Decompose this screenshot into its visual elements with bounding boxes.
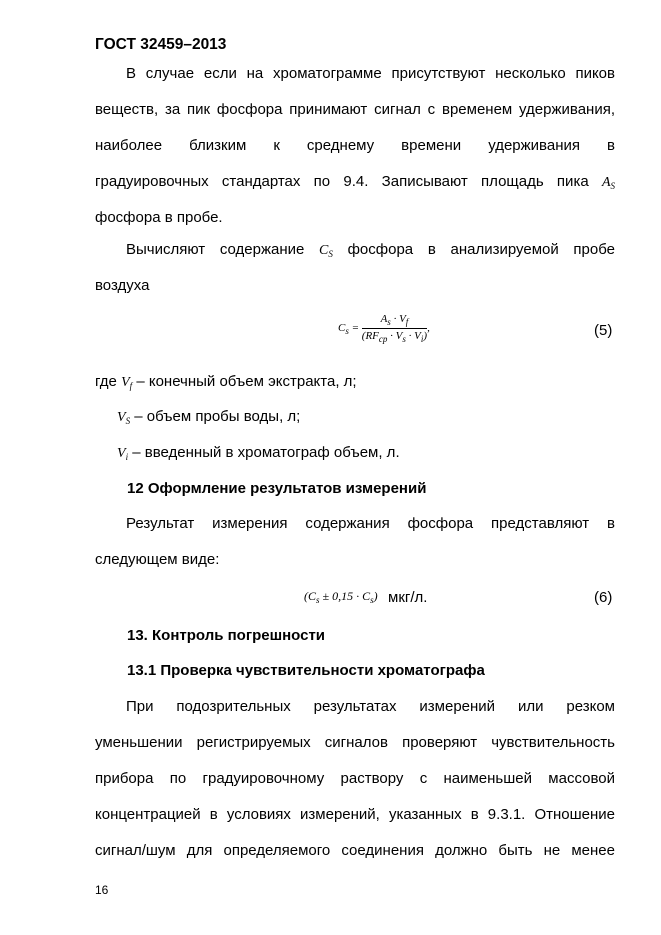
paragraph-calc: Вычисляют содержание $C_S$ фосфора в анализируемой пробе воздуха bbox=[95, 241, 616, 294]
formula-5: $C_s$ = $\frac{A_s \cdot V_f}{(RF_{cp} \cdot V_s \cdot V_i)}$ , bbox=[338, 313, 430, 344]
equation-number-6: (6) bbox=[594, 589, 613, 606]
definition-vs: $V_S$ – объем пробы воды, л; bbox=[117, 408, 301, 426]
symbol-area: $A_S$ bbox=[601, 175, 616, 191]
paragraph-line: В случае если на хроматограмме присутствуют несколько пиков bbox=[126, 65, 615, 82]
paragraph-line: фосфора в пробе. bbox=[95, 209, 223, 226]
paragraph-line: веществ, за пик фосфора принимают сигнал с временем удерживания, bbox=[95, 101, 615, 118]
formula-6: $(C_s \pm 0,15 \cdot C_s)$ bbox=[304, 589, 378, 605]
paragraph-line: наиболее близким к среднему времени удерживания в bbox=[95, 137, 615, 154]
equation-number-5: (5) bbox=[594, 322, 613, 339]
document-header: ГОСТ 32459–2013 bbox=[95, 36, 227, 53]
formula-fraction: $\frac{A_s \cdot V_f}{(RF_{cp} \cdot V_s \cdot V_i)}$ bbox=[361, 313, 428, 344]
paragraph-sensitivity: При подозрительных результатах измерений или резком уменьшении регистрируемых сигналов проверяют чувствительность прибора по градуировочному раствору с наименьшей массовой концентрацией в условиях измерений, указанных в 9.3.1. Отношение сигнал/шум для определяемого соединения должно быть не менее bbox=[95, 698, 615, 859]
formula-6-unit: мкг/л. bbox=[388, 589, 428, 606]
section-heading-13-1: 13.1 Проверка чувствительности хроматографа bbox=[127, 662, 485, 679]
symbol-content: $C_S$ bbox=[319, 243, 333, 259]
section-heading-13: 13. Контроль погрешности bbox=[127, 627, 326, 644]
paragraph-result: Результат измерения содержания фосфора представляют в следующем виде: bbox=[95, 515, 615, 568]
section-heading-12: 12 Оформление результатов измерений bbox=[127, 480, 427, 497]
page-number: 16 bbox=[95, 883, 109, 897]
paragraph-peaks bbox=[95, 56, 615, 236]
definition-vf: где $V_f$ – конечный объем экстракта, л; bbox=[95, 373, 357, 391]
definition-vi: $V_i$ – введенный в хроматограф объем, л. bbox=[117, 444, 400, 462]
paragraph-line: градуировочных стандартах по 9.4. Записывают площадь пика bbox=[95, 173, 589, 190]
